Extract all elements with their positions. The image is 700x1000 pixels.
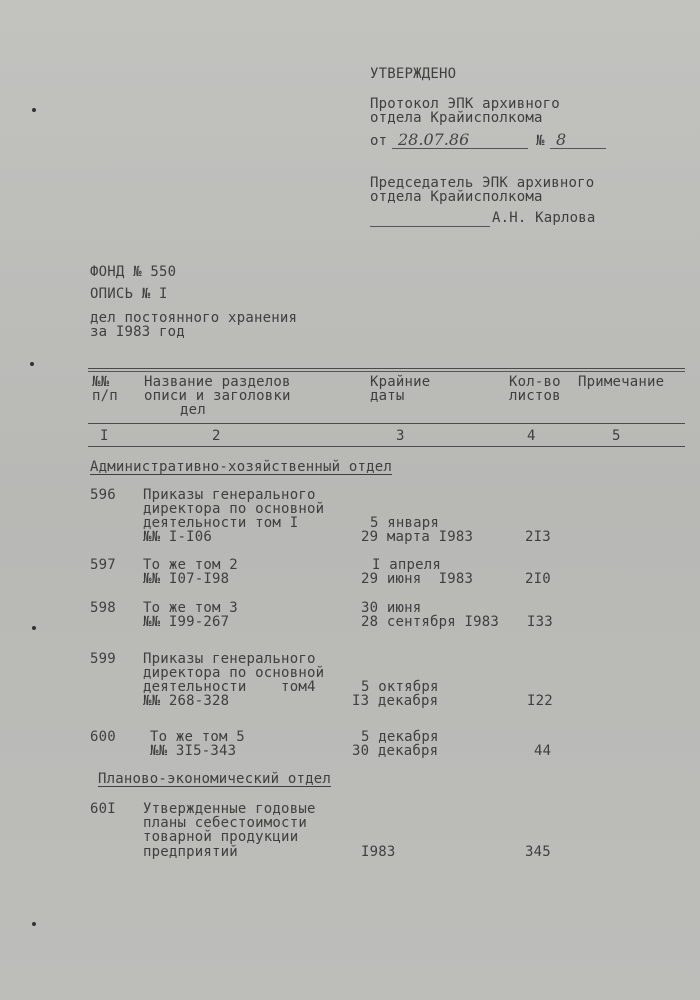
row-date-line: I983: [361, 844, 396, 860]
chairman-line1: Председатель ЭПК архивного: [370, 175, 595, 191]
fund-desc-line2: за I983 год: [90, 324, 185, 340]
row-title-line: Утвержденные годовые: [143, 801, 316, 817]
approval-number-label: №: [536, 133, 545, 149]
approval-date: 28.07.86: [398, 130, 470, 149]
section-title: Планово-экономический отдел: [98, 771, 331, 787]
col-num-header-1: №№: [92, 374, 110, 390]
row-sheets: 345: [525, 844, 551, 860]
row-date-line: 5 января: [370, 515, 440, 531]
fund-desc-line1: дел постоянного хранения: [90, 310, 298, 326]
row-title-line: То же том 3: [143, 600, 238, 616]
col-dates-header-1: Крайние: [370, 374, 431, 390]
row-title-line: директора по основной: [143, 501, 325, 517]
col-sheets-header-1: Кол-во: [509, 374, 561, 390]
row-number: 597: [90, 557, 116, 573]
row-date-line: I3 декабря: [352, 693, 439, 709]
row-sheets: 2I3: [525, 529, 551, 545]
row-date-line: 5 декабря: [361, 729, 439, 745]
hole-mark: [32, 922, 36, 926]
row-date-line: 30 декабря: [352, 743, 439, 759]
row-number: 598: [90, 600, 116, 616]
row-date-line: 29 июня I983: [361, 571, 474, 587]
header-top-rule: [88, 368, 685, 369]
number-underline: [550, 148, 606, 149]
row-title-line: То же том 5: [150, 729, 245, 745]
row-title-line: №№ I-I06: [143, 529, 213, 545]
header-top-rule-2: [88, 371, 685, 372]
section-title: Административно-хозяйственный отдел: [90, 459, 393, 475]
col-num-header-2: п/п: [92, 388, 118, 404]
row-title-line: Приказы генерального: [143, 487, 316, 503]
approval-protocol-line2: отдела Крайисполкома: [370, 110, 543, 126]
header-mid-rule: [88, 423, 685, 424]
signature-line: [370, 226, 490, 227]
col-number-2: 2: [212, 428, 221, 444]
row-number: 600: [90, 729, 116, 745]
row-number: 599: [90, 651, 116, 667]
row-title-line: деятельности том I: [143, 515, 299, 531]
chairman-line2: отдела Крайисполкома: [370, 189, 543, 205]
row-title-line: деятельности том4: [143, 679, 316, 695]
fund-title: ФОНД № 550: [90, 264, 177, 280]
row-title-line: №№ I07-I98: [143, 571, 230, 587]
row-title-line: планы себестоимости: [143, 815, 307, 831]
row-title-line: товарной продукции: [143, 829, 299, 845]
col-sheets-header-2: листов: [509, 388, 561, 404]
col-number-4: 4: [527, 428, 536, 444]
approval-protocol-line1: Протокол ЭПК архивного: [370, 96, 560, 112]
col-title-header-1: Название разделов: [144, 374, 291, 390]
row-title-line: Приказы генерального: [143, 651, 316, 667]
date-underline: [392, 148, 528, 149]
col-note-header: Примечание: [578, 374, 665, 390]
hole-mark: [32, 108, 36, 112]
row-sheets: 44: [534, 743, 552, 759]
col-number-1: I: [100, 428, 109, 444]
row-date-line: 5 октября: [361, 679, 439, 695]
row-sheets: I22: [527, 693, 553, 709]
row-title-line: предприятий: [143, 844, 238, 860]
col-title-header-3: дел: [180, 402, 206, 418]
row-sheets: 2I0: [525, 571, 551, 587]
col-number-5: 5: [612, 428, 621, 444]
col-dates-header-2: даты: [370, 388, 405, 404]
hole-mark: [30, 362, 34, 366]
col-title-header-2: описи и заголовки: [144, 388, 291, 404]
row-number: 596: [90, 487, 116, 503]
inventory-title: ОПИСЬ № I: [90, 286, 168, 302]
row-date-line: 29 марта I983: [361, 529, 474, 545]
col-number-3: 3: [396, 428, 405, 444]
row-sheets: I33: [527, 614, 553, 630]
row-date-line: I апреля: [372, 557, 442, 573]
row-title-line: №№ 268-328: [143, 693, 230, 709]
row-title-line: директора по основной: [143, 665, 325, 681]
row-number: 60I: [90, 801, 116, 817]
header-bottom-rule: [88, 446, 685, 447]
approval-title: УТВЕРЖДЕНО: [370, 66, 457, 82]
row-date-line: 30 июня: [361, 600, 422, 616]
chairman-name: А.Н. Карлова: [492, 210, 596, 226]
row-title-line: №№ 3I5-343: [150, 743, 237, 759]
row-title-line: То же том 2: [143, 557, 238, 573]
row-title-line: №№ I99-267: [143, 614, 230, 630]
hole-mark: [32, 626, 36, 630]
approval-number: 8: [556, 130, 567, 149]
row-date-line: 28 сентября I983: [361, 614, 500, 630]
approval-from-label: от: [370, 133, 388, 149]
